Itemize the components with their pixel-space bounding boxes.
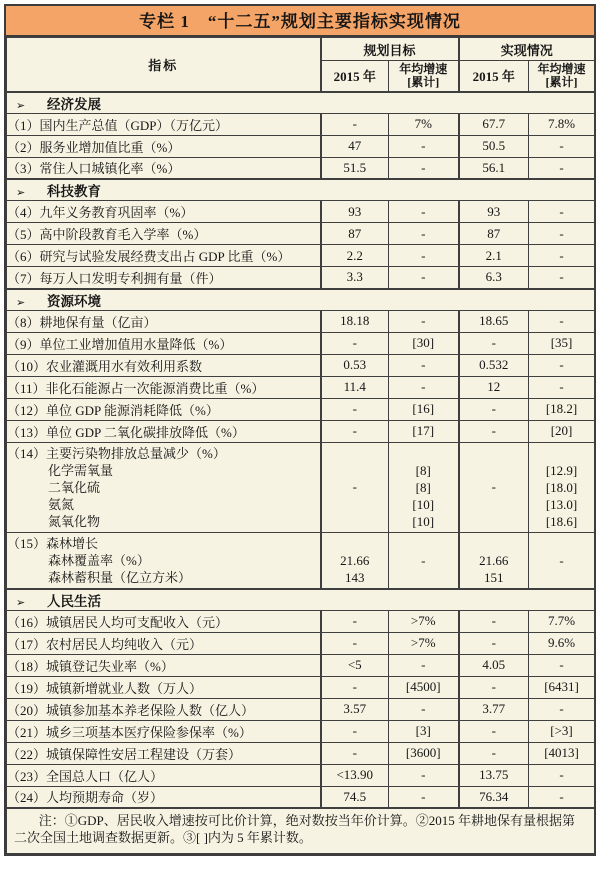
row-label: （12）单位 GDP 能源消耗降低（%） (7, 398, 321, 420)
cell-actual-growth: [4013] (529, 742, 595, 764)
cell-actual-2015: - (459, 610, 529, 632)
growth-header-line: [累计] (545, 74, 578, 89)
cell-subvalue: 151 (484, 569, 504, 585)
cell-subvalue: [10] (412, 513, 435, 529)
indicator-row (7, 201, 595, 223)
cell-subvalue: 143 (345, 569, 365, 585)
cell-plan-2015: - (321, 420, 389, 442)
indicator-row (7, 764, 595, 786)
indicator-row (7, 786, 595, 808)
cell-plan-growth (389, 442, 459, 532)
cell-plan-growth: [3600] (389, 742, 459, 764)
section-arrow-icon: ➢ (16, 187, 26, 199)
cell-actual-2015: - (459, 720, 529, 742)
cell-actual-growth: - (529, 354, 595, 376)
cell-plan-growth: [17] (389, 420, 459, 442)
col-header-indicator: 指标 (7, 38, 321, 92)
row-label: （10）农业灌溉用水有效利用系数 (7, 354, 321, 376)
footnote-row (7, 808, 595, 854)
row-label: （22）城镇保障性安居工程建设（万套） (7, 742, 321, 764)
cell-actual-growth: - (529, 157, 595, 179)
cell-plan-growth: - (389, 698, 459, 720)
cell-actual-2015: 0.532 (459, 354, 529, 376)
cell-actual-2015: 6.3 (459, 267, 529, 289)
document-frame (4, 4, 596, 856)
footnote-cell (7, 808, 595, 854)
section-row-economy (7, 92, 595, 114)
section-title: 经济发展 (47, 96, 101, 112)
cell-actual-growth: - (529, 310, 595, 332)
cell-actual-2015: 4.05 (459, 654, 529, 676)
cell-plan-growth: - (389, 245, 459, 267)
cell-subvalue: 21.66 (340, 552, 370, 568)
row-sublabel: 化学需氧量 (48, 462, 114, 478)
cell-actual-2015: 93 (459, 201, 529, 223)
cell-actual-2015: 67.7 (459, 113, 529, 135)
col-header-actual-group: 实现情况 (459, 38, 595, 61)
cell-plan-growth: >7% (389, 610, 459, 632)
section-row-resources-environment (7, 289, 595, 311)
row-label: （19）城镇新增就业人数（万人） (7, 676, 321, 698)
row-sublabel: 二氧化硫 (48, 479, 101, 495)
cell-actual-growth: - (529, 245, 595, 267)
indicator-row (7, 376, 595, 398)
cell-actual-growth: - (529, 267, 595, 289)
cell-actual-2015: - (459, 398, 529, 420)
cell-subvalue: [12.9] (545, 462, 578, 478)
cell-actual-2015: 2.1 (459, 245, 529, 267)
cell-plan-2015: <13.90 (321, 764, 389, 786)
cell-actual-growth (529, 532, 595, 589)
indicator-row (7, 135, 595, 157)
row-label: （21）城乡三项基本医疗保险参保率（%） (7, 720, 321, 742)
cell-actual-2015: 13.75 (459, 764, 529, 786)
indicator-row (7, 354, 595, 376)
cell-actual-growth (529, 442, 595, 532)
row-label: （5）高中阶段教育毛入学率（%） (7, 223, 321, 245)
cell-actual-growth: - (529, 223, 595, 245)
cell-subvalue: - (421, 552, 426, 568)
cell-actual-2015: 12 (459, 376, 529, 398)
indicator-row (7, 223, 595, 245)
indicator-row (7, 113, 595, 135)
col-header-plan-growth (389, 61, 459, 92)
row-label: （1）国内生产总值（GDP）（万亿元） (7, 113, 321, 135)
cell-plan-2015: 74.5 (321, 786, 389, 808)
table-title: 专栏 1 “十二五”规划主要指标实现情况 (6, 6, 594, 37)
cell-plan-growth: >7% (389, 632, 459, 654)
cell-plan-2015: - (321, 113, 389, 135)
cell-actual-2015: - (459, 742, 529, 764)
growth-header-line: 年均增速 (399, 61, 448, 76)
cell-actual-growth: [18.2] (529, 398, 595, 420)
cell-plan-growth: - (389, 376, 459, 398)
cell-plan-2015: - (321, 632, 389, 654)
indicator-row (7, 157, 595, 179)
cell-actual-growth: - (529, 786, 595, 808)
cell-actual-2015: 56.1 (459, 157, 529, 179)
indicator-row (7, 245, 595, 267)
cell-subvalue: 21.66 (479, 552, 509, 568)
indicator-row (7, 310, 595, 332)
row-label: （6）研究与试验发展经费支出占 GDP 比重（%） (7, 245, 321, 267)
cell-actual-2015: - (459, 332, 529, 354)
cell-plan-growth: - (389, 654, 459, 676)
cell-plan-2015: 3.57 (321, 698, 389, 720)
cell-plan-growth: - (389, 786, 459, 808)
growth-header-line: [累计] (407, 74, 440, 89)
row-sublabel: 氮氧化物 (48, 513, 101, 529)
indicator-row (7, 398, 595, 420)
row-label: （3）常住人口城镇化率（%） (7, 157, 321, 179)
row-sublabel: 氨氮 (48, 496, 75, 512)
cell-actual-2015: - (459, 632, 529, 654)
indicators-table (6, 37, 595, 854)
section-cell (7, 589, 595, 611)
row-label (7, 442, 321, 532)
row-label: （17）农村居民人均纯收入（元） (7, 632, 321, 654)
growth-header-line: 年均增速 (537, 61, 586, 76)
cell-plan-growth: [4500] (389, 676, 459, 698)
row-label: （23）全国总人口（亿人） (7, 764, 321, 786)
col-header-plan-2015: 2015 年 (321, 61, 389, 92)
indicator-row (7, 720, 595, 742)
cell-plan-growth: 7% (389, 113, 459, 135)
cell-actual-growth: [>3] (529, 720, 595, 742)
indicator-row (7, 267, 595, 289)
cell-plan-growth: - (389, 267, 459, 289)
cell-actual-growth: - (529, 654, 595, 676)
cell-actual-growth: - (529, 135, 595, 157)
footnote-text: 注：①GDP、居民收入增速按可比价计算，绝对数按当年价计算。②2015 年耕地保有量根据第二次全国土地调查数据更新。③[ ]内为 5 年累计数。 (14, 813, 575, 845)
col-header-plan-group: 规划目标 (321, 38, 459, 61)
row-label: （9）单位工业增加值用水量降低（%） (7, 332, 321, 354)
cell-plan-2015 (321, 532, 389, 589)
row-label: （7）每万人口发明专利拥有量（件） (7, 267, 321, 289)
indicator-row (7, 698, 595, 720)
cell-actual-growth: - (529, 201, 595, 223)
row-label: （16）城镇居民人均可支配收入（元） (7, 610, 321, 632)
indicator-row (7, 676, 595, 698)
col-header-actual-growth (529, 61, 595, 92)
row-label: （18）城镇登记失业率（%） (7, 654, 321, 676)
cell-actual-growth: 7.7% (529, 610, 595, 632)
cell-plan-2015: - (321, 742, 389, 764)
cell-subvalue: [13.0] (545, 496, 578, 512)
cell-subvalue: [18.0] (545, 479, 578, 495)
cell-plan-2015: 18.18 (321, 310, 389, 332)
cell-plan-2015: 11.4 (321, 376, 389, 398)
indicator-row (7, 420, 595, 442)
cell-plan-growth: - (389, 764, 459, 786)
cell-plan-2015: - (321, 720, 389, 742)
row-label-main: （14）主要污染物排放总量减少（%） (7, 445, 226, 461)
cell-actual-2015 (459, 532, 529, 589)
cell-plan-2015: 93 (321, 201, 389, 223)
row-sublabel: 森林蓄积量（亿立方米） (48, 569, 192, 585)
cell-plan-2015: <5 (321, 654, 389, 676)
cell-plan-growth: - (389, 157, 459, 179)
row-label: （11）非化石能源占一次能源消费比重（%） (7, 376, 321, 398)
section-cell (7, 92, 595, 114)
indicator-row-pollutants (7, 442, 595, 532)
cell-plan-growth: - (389, 135, 459, 157)
cell-plan-2015: 51.5 (321, 157, 389, 179)
section-arrow-icon: ➢ (16, 99, 26, 112)
section-row-science-education (7, 179, 595, 201)
cell-plan-2015: - (321, 398, 389, 420)
cell-plan-2015: - (321, 676, 389, 698)
section-cell (7, 289, 595, 311)
section-title: 科技教育 (47, 184, 101, 199)
row-label: （4）九年义务教育巩固率（%） (7, 201, 321, 223)
cell-plan-growth: [30] (389, 332, 459, 354)
cell-actual-growth: [6431] (529, 676, 595, 698)
indicator-row (7, 632, 595, 654)
cell-plan-growth: - (389, 223, 459, 245)
row-sublabel: 森林覆盖率（%） (48, 552, 150, 568)
cell-plan-2015: 3.3 (321, 267, 389, 289)
cell-actual-growth: 7.8% (529, 113, 595, 135)
cell-plan-2015: 47 (321, 135, 389, 157)
cell-actual-2015: 3.77 (459, 698, 529, 720)
cell-plan-growth: - (389, 201, 459, 223)
cell-actual-growth: [35] (529, 332, 595, 354)
cell-actual-growth: - (529, 698, 595, 720)
cell-actual-2015: 87 (459, 223, 529, 245)
section-row-people-livelihood (7, 589, 595, 611)
cell-plan-growth: - (389, 310, 459, 332)
cell-plan-growth: [16] (389, 398, 459, 420)
cell-plan-2015: - (321, 332, 389, 354)
section-title: 资源环境 (47, 293, 101, 309)
cell-plan-growth: - (389, 354, 459, 376)
cell-plan-2015: 87 (321, 223, 389, 245)
section-arrow-icon: ➢ (16, 296, 26, 309)
cell-actual-growth: [20] (529, 420, 595, 442)
indicator-row (7, 332, 595, 354)
cell-subvalue: - (559, 552, 564, 568)
section-arrow-icon: ➢ (16, 596, 26, 609)
row-label-main: （15）森林增长 (7, 535, 99, 551)
section-cell (7, 179, 595, 201)
indicator-row (7, 742, 595, 764)
header-row-groups (7, 38, 595, 61)
cell-plan-growth (389, 532, 459, 589)
row-label: （20）城镇参加基本养老保险人数（亿人） (7, 698, 321, 720)
cell-actual-2015: 76.34 (459, 786, 529, 808)
row-label: （2）服务业增加值比重（%） (7, 135, 321, 157)
cell-subvalue: [10] (412, 496, 435, 512)
cell-actual-2015: - (459, 442, 529, 532)
indicator-row (7, 654, 595, 676)
row-label: （8）耕地保有量（亿亩） (7, 310, 321, 332)
cell-actual-growth: - (529, 764, 595, 786)
cell-actual-2015: - (459, 676, 529, 698)
indicator-row-forest (7, 532, 595, 589)
indicator-row (7, 610, 595, 632)
cell-plan-growth: [3] (389, 720, 459, 742)
cell-actual-growth: 9.6% (529, 632, 595, 654)
cell-actual-2015: - (459, 420, 529, 442)
row-label: （13）单位 GDP 二氧化碳排放降低（%） (7, 420, 321, 442)
cell-plan-2015: - (321, 610, 389, 632)
row-label: （24）人均预期寿命（岁） (7, 786, 321, 808)
section-title: 人民生活 (47, 593, 101, 609)
cell-plan-2015: 2.2 (321, 245, 389, 267)
cell-actual-2015: 50.5 (459, 135, 529, 157)
cell-subvalue: [8] (415, 479, 431, 495)
cell-actual-2015: 18.65 (459, 310, 529, 332)
col-header-actual-2015: 2015 年 (459, 61, 529, 92)
cell-subvalue: [18.6] (545, 513, 578, 529)
cell-plan-2015: 0.53 (321, 354, 389, 376)
cell-actual-growth: - (529, 376, 595, 398)
cell-plan-2015: - (321, 442, 389, 532)
cell-subvalue: [8] (415, 462, 431, 478)
row-label (7, 532, 321, 589)
